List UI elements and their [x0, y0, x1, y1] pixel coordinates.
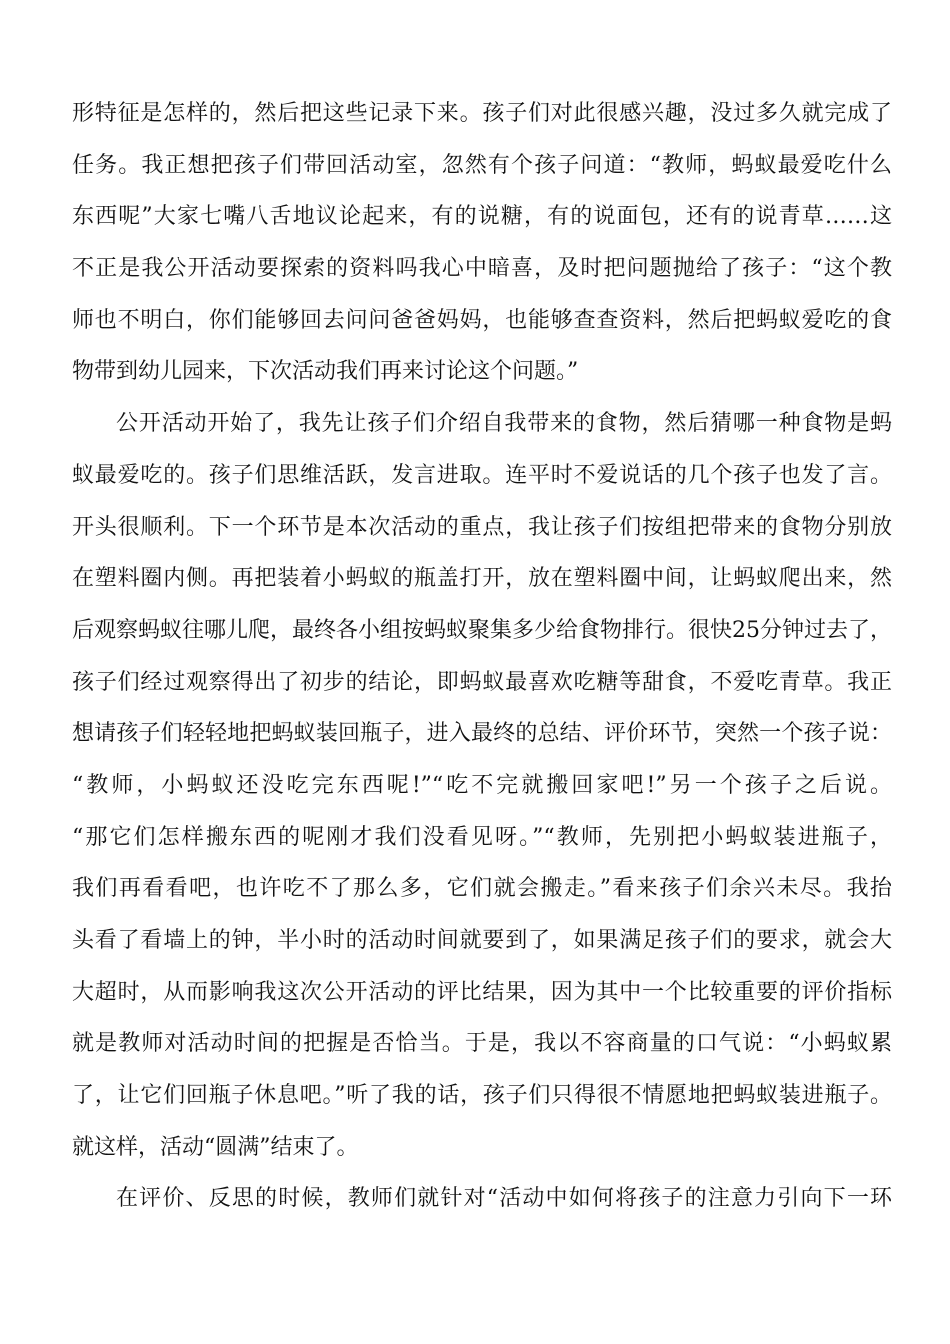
text-line: 东西呢”大家七嘴八舌地议论起来，有的说糖，有的说面包，还有的说青草……这 — [72, 204, 892, 230]
text-line: “教师，小蚂蚁还没吃完东西呢!”“吃不完就搬回家吧!”另一个孩子之后说。 — [72, 772, 892, 798]
text-line: “那它们怎样搬东西的呢刚才我们没看见呀。”“教师，先别把小蚂蚁装进瓶子， — [72, 824, 892, 850]
text-line: 蚁最爱吃的。孩子们思维活跃，发言进取。连平时不爱说话的几个孩子也发了言。 — [72, 462, 892, 488]
text-line: 就这样，活动“圆满”结束了。 — [72, 1134, 359, 1160]
text-line: 我们再看看吧，也许吃不了那么多，它们就会搬走。”看来孩子们余兴未尽。我抬 — [72, 876, 892, 902]
text-line: 就是教师对活动时间的把握是否恰当。于是，我以不容商量的口气说：“小蚂蚁累 — [72, 1031, 892, 1057]
text-line: 形特征是怎样的，然后把这些记录下来。孩子们对此很感兴趣，没过多久就完成了 — [72, 101, 892, 126]
paragraph-start-line: 公开活动开始了，我先让孩子们介绍自我带来的食物，然后猜哪一种食物是蚂 — [116, 411, 892, 437]
text-line: 后观察蚂蚁往哪儿爬，最终各小组按蚂蚁聚集多少给食物排行。很快25分钟过去了， — [72, 617, 892, 643]
text-line: 孩子们经过观察得出了初步的结论，即蚂蚁最喜欢吃糖等甜食，不爱吃青草。我正 — [72, 669, 892, 695]
body-text — [72, 88, 892, 1225]
text-line: 头看了看墙上的钟，半小时的活动时间就要到了，如果满足孩子们的要求，就会大 — [72, 928, 892, 953]
text-line: 在塑料圈内侧。再把装着小蚂蚁的瓶盖打开，放在塑料圈中间，让蚂蚁爬出来，然 — [72, 566, 892, 592]
text-line: 了，让它们回瓶子休息吧。”听了我的话，孩子们只得很不情愿地把蚂蚁装进瓶子。 — [72, 1083, 892, 1109]
text-line: 师也不明白，你们能够回去问问爸爸妈妈，也能够查查资料，然后把蚂蚁爱吃的食 — [72, 307, 892, 333]
text-line: 开头很顺利。下一个环节是本次活动的重点，我让孩子们按组把带来的食物分别放 — [72, 514, 892, 540]
text-line: 不正是我公开活动要探索的资料吗我心中暗喜，及时把问题抛给了孩子：“这个教 — [72, 256, 892, 282]
text-line: 大超时，从而影响我这次公开活动的评比结果，因为其中一个比较重要的评价指标 — [72, 979, 892, 1005]
text-line: 物带到幼儿园来，下次活动我们再来讨论这个问题。” — [72, 359, 579, 385]
text-line: 想请孩子们轻轻地把蚂蚁装回瓶子，进入最终的总结、评价环节，突然一个孩子说： — [72, 721, 892, 747]
paragraph-start-line: 在评价、反思的时候，教师们就针对“活动中如何将孩子的注意力引向下一环 — [116, 1186, 892, 1212]
text-line: 任务。我正想把孩子们带回活动室，忽然有个孩子问道：“教师，蚂蚁最爱吃什么 — [72, 152, 892, 178]
